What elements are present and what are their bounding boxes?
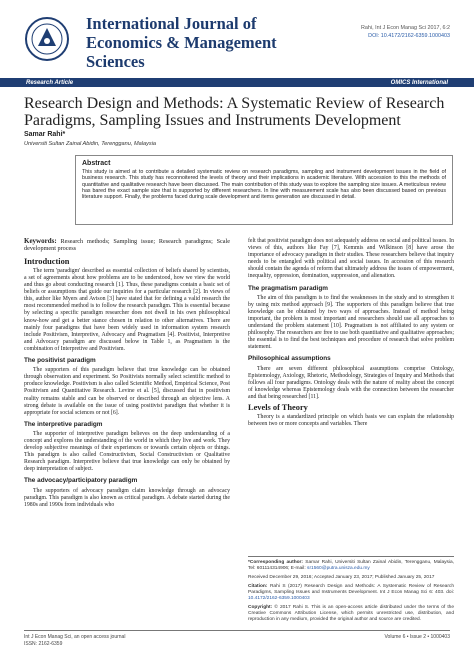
journal-seal-icon <box>24 16 70 62</box>
corresponding-author <box>248 560 454 572</box>
footer-issn: ISSN: 2162-6359 <box>24 640 63 647</box>
paragraph-positivist: The supporters of this paradigm believe that true knowledge can be obtained through observation and experiment. So Positivists normally select scientific method to produce knowledge. Positivism is also called Scientific Method, Empirical Science, Post Positivism and Quantitative Research. Levine et al. [5], discussed that in positivism reality remains stable and can be observed or described through an objective lens. A strong debate is available on the issue of using positivist paradigm that whether it is appropriate for social sciences or not [6]. <box>24 367 230 416</box>
corresponding-author-label: *Corresponding author: <box>248 560 304 565</box>
keywords-text: Research methods; Sampling issue; Research paradigms; Scale development process <box>24 238 230 253</box>
page-footer <box>24 630 450 647</box>
footer-volume: Volume 6 • Issue 2 • 1000403 <box>384 634 450 640</box>
author-name: Samar Rahi* <box>24 131 66 138</box>
paragraph-pragmatism: The aim of this paradigm is to find the weaknesses in the study and to strengthen it by using mix method approach [9]. The supporters of this paradigm believe that true knowledge can be obtained by two ways of approaches. Instead of method being important, the problem is most important and researchers should use all approaches to understand the problem statement [10]. Pragmatism is not affiliated to any system or philosophy. The researchers are free to use both quantitative and qualitative approaches; the essential is to find the best techniques and procedure of research that solve problem statement. <box>248 294 454 351</box>
masthead <box>0 0 474 80</box>
subsection-heading-advocacy: The advocacy/participatory paradigm <box>24 477 138 485</box>
paragraph-introduction: The term 'paradigm' described as essential collection of beliefs shared by scientists, a set of agreements about how problems are to be understood, how we view the world and thus go about conducting research [1]. Thus, these paradigms contain a basic set of beliefs or assumptions that guide our inquiries for a particular research [2]. In views of this, author like Myers and Avison [3] have stated that for defining a valid research the most recommended method is to follow the research paradigm. This is essential because by selecting a specific paradigm researcher does not dwell in his own philosophical know-how and get a better stance chosen in relation to other alternatives. There are mainly four paradigms that have been widely used in information system research include Positivism, Interpretive, Advocacy and Pragmatism [4]. Positivist, Interpretive and Advocacy paradigm are discussed below in Table 1, as Pragmatism is the combination of Interpretive and Positivism. <box>24 267 230 352</box>
citation-block <box>361 24 450 40</box>
abstract-box <box>75 155 453 225</box>
article-title: Research Design and Methods: A Systematic Review of Research Paradigms, Sampling Issues and Instruments Development <box>24 95 445 129</box>
subsection-heading-interpretive: The interpretive paradigm <box>24 420 103 428</box>
abstract-text: This study is aimed at to contribute a detailed systematic review on research paradigms, sampling and instrument development issues in the field of business research. This study has reconnoitered the levels of theory and their implications in academic literature. With accession to this the methods of quantitative and qualitative research have been discussed. The main contribution of this study was to explore the sampling size issues. A meticulous review has bared the exact sample size that is supported by different researchers. In line with measurement scale has also been discussed based on previous literature support. Finally, the problems faced during scale development and items generation are discussed in detail. <box>82 169 446 201</box>
right-column <box>248 238 454 430</box>
subsection-heading-positivist: The positivist paradigm <box>24 357 96 365</box>
keywords-label: Keywords: <box>24 237 57 245</box>
subsection-heading-philosophical: Philosophical assumptions <box>248 355 331 363</box>
citation-note <box>248 584 454 602</box>
citation-label: Citation: <box>248 584 268 589</box>
article-type-label: Research Article <box>26 79 74 86</box>
paragraph-advocacy: The supporters of advocacy paradigm claim knowledge through an advocacy paradigm. This paradigm is also known as critical paradigm. A debate started during the 1980s and 1990s from individuals who <box>24 487 230 508</box>
corresponding-author-text: Samar Rahi, Universiti Sultan Zainal Abidin, Terengganu, Malaysia, Tel: 601114314906; E-mail: <box>248 560 454 571</box>
citation-text: Rahi S (2017) Research Design and Methods: A Systematic Review of Research Paradigms, Sampling Issues and Instruments Development. Int J Econ Manag Sci 6: 403. doi: <box>248 584 454 595</box>
article-type-bar <box>0 78 474 87</box>
paragraph-interpretive: The supporter of interpretive paradigm believes on the deep understanding of a concept and explores the understanding of the world in which they live and work. They develop subjective meanings of their experiences or towards certain objects or things. This paradigm is also called Constructivism, Social Constructivism or Qualitative Research paradigm. Interpretive believe that true knowledge can only be obtained by deep interpretation of subject. <box>24 430 230 473</box>
abstract-heading: Abstract <box>82 160 111 167</box>
copyright-note <box>248 605 454 623</box>
paragraph-philosophical: There are seven different philosophical assumptions comprise Ontology, Epistemology, Axiology, Rhetoric, Methodology, Strategies of Inquiry and Methods that follows all four paradigms. Ontology deals with the nature of reality about the concept of knowledge whereas Epistemology deals with the connection between the researcher and that being researched [11]. <box>248 365 454 400</box>
footer-journal: Int J Econ Manag Sci, an open access journal <box>24 634 126 640</box>
doi-link[interactable]: DOI: 10.4172/2162-6359.1000403 <box>368 33 450 39</box>
footer-left <box>24 634 125 647</box>
author-affiliation: Universiti Sultan Zainal Abidin, Terengganu, Malaysia <box>24 141 157 147</box>
paragraph-advocacy-continued: felt that positivist paradigm does not adequately address on social and political issues. In views of this, authors like Fay [7], Kemmis and Wilkinson [8] have arose the importance of advocacy paradigm in their studies. These researchers believe that inquiry needs to be entangled with political and social issues. In accession of this research should contain the agenda of reform that ultimately address the issues of empowerment, inequality, oppression, domination, suppression, and alienation. <box>248 238 454 280</box>
journal-title: International Journal of Economics & Management Sciences <box>86 14 277 71</box>
publisher-label: OMICS International <box>390 79 448 86</box>
received-dates: Received December 29, 2016; Accepted January 23, 2017; Published January 25, 2017 <box>248 575 435 580</box>
correspondence-block <box>248 556 454 626</box>
copyright-label: Copyright: <box>248 605 273 610</box>
paragraph-levels-of-theory: Theory is a standardized principle on which basis we can explain the relationship between two or more concepts and variables. There <box>248 414 454 428</box>
email-link[interactable]: sr1560@putra.unisza.edu.my <box>307 566 370 571</box>
section-heading-introduction: Introduction <box>24 256 70 266</box>
subsection-heading-pragmatism: The pragmatism paradigm <box>248 284 328 292</box>
left-column <box>24 238 230 511</box>
citation-doi-link[interactable]: 10.4172/2162-6359.1000403 <box>248 596 310 601</box>
keywords <box>24 238 230 253</box>
footer-right <box>385 634 451 647</box>
section-heading-levels-of-theory: Levels of Theory <box>248 402 308 412</box>
copyright-text: © 2017 Rahi S. This is an open-access article distributed under the terms of the Creative Commons Attribution License, which permits unrestricted use, distribution, and reproduction in any medium, provided the original author and source are credited. <box>248 605 454 622</box>
citation-line: Rahi, Int J Econ Manag Sci 2017, 6:2 <box>361 25 450 31</box>
